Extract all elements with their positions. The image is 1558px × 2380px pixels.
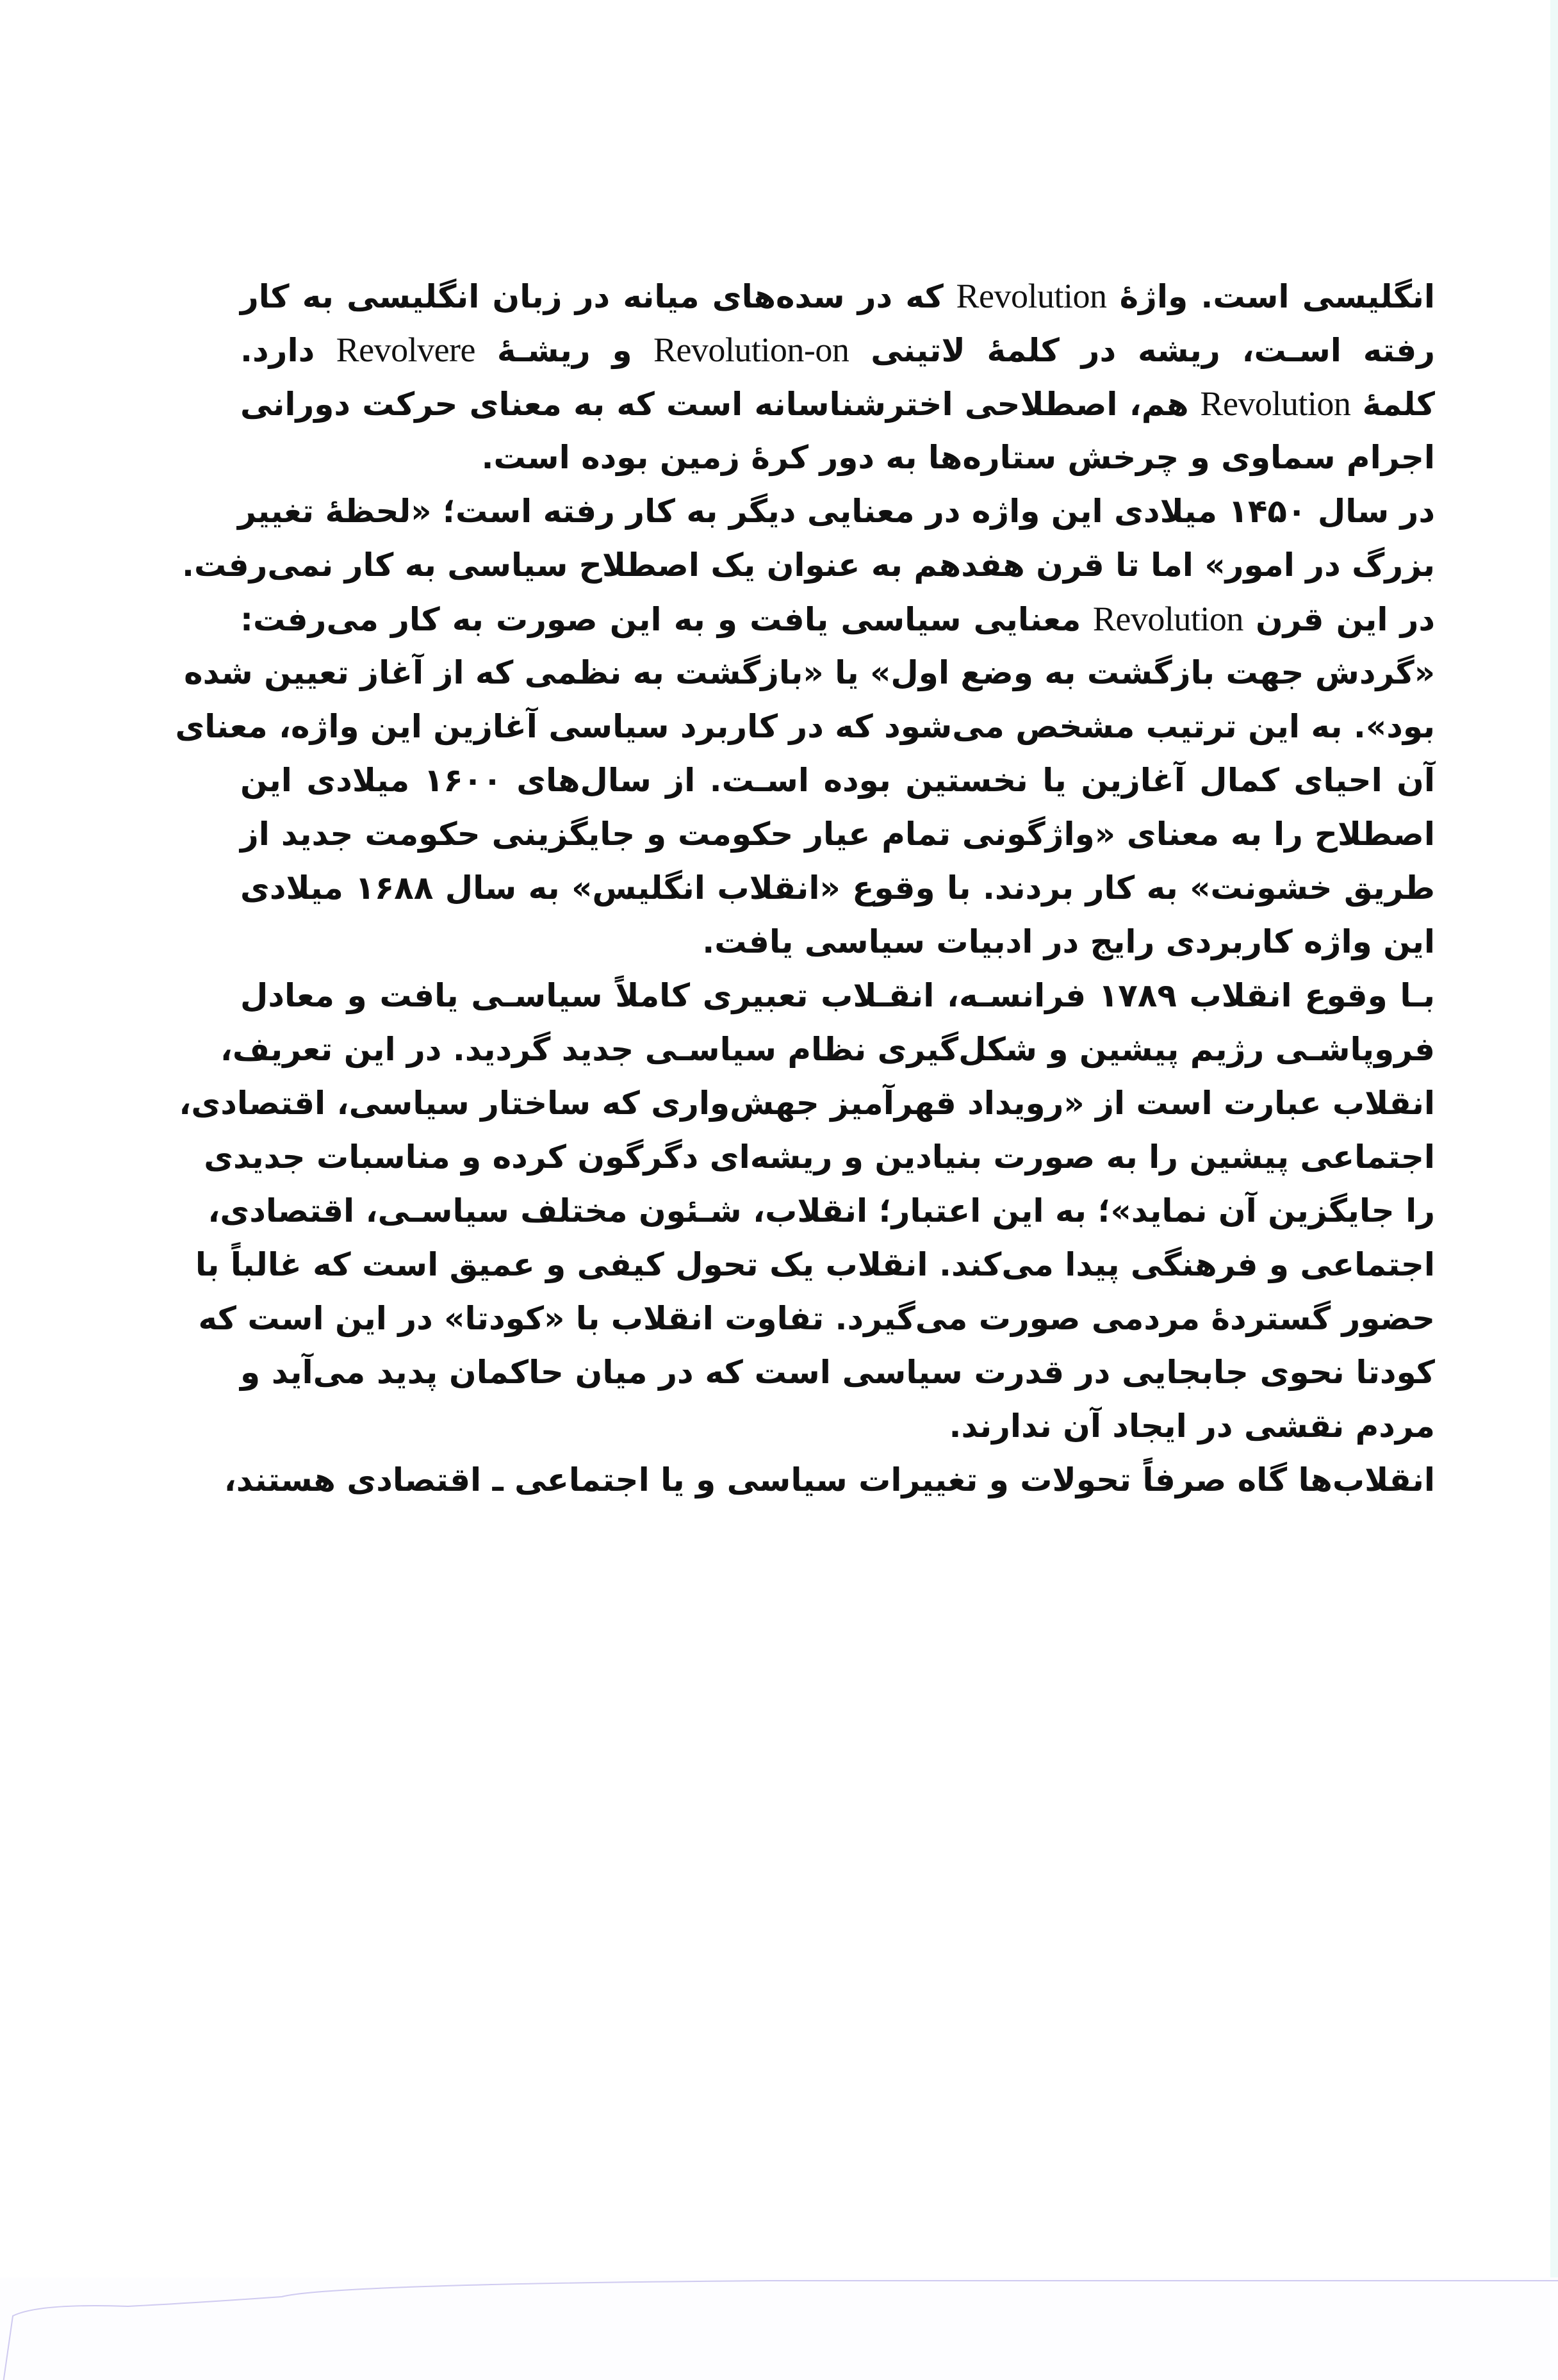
latin-term: Revolution [1092,600,1243,638]
text-line: اصطلاح را به معنای «واژگونی تمام عیار حکومت و جایگزینی حکومت جدید از [240,816,1435,853]
paragraph-2 [175,484,1436,969]
latin-term: Revolution-on [653,331,849,369]
text-line: فروپاشـی رژیم پیشین و شکل‌گیری نظام سیاسـی جدید گردید. در این تعریف، [220,1031,1435,1068]
text-line: اجرام سماوی و چرخش ستاره‌ها به دور کرهٔ زمین بوده است. [481,439,1435,476]
text-line: را جایگزین آن نماید»؛ به این اعتبار؛ انقلاب، شـئون مختلف سیاسـی، اقتصادی، [208,1192,1435,1229]
text-line: این واژه کاربردی رایج در ادبیات سیاسی یافت. [702,923,1435,960]
text-line: مردم نقشی در ایجاد آن ندارند. [949,1407,1435,1445]
text-line: انقلاب‌ها گاه صرفاً تحولات و تغییرات سیاسی و یا اجتماعی ـ اقتصادی هستند، [224,1461,1435,1498]
paragraph-3 [179,969,1435,1453]
text-line: طریق خشونت» به کار بردند. با وقوع «انقلاب انگلیس» به سال ۱۶۸۸ میلادی [240,869,1435,907]
text-line: بود». به این ترتیب مشخص می‌شود که در کاربرد سیاسی آغازین این واژه، معنای [175,708,1435,745]
text-line: اجتماعی و فرهنگی پیدا می‌کند. انقلاب یک تحول کیفی و عمیق است که غالباً با [195,1246,1435,1283]
paragraph-1 [240,269,1435,484]
latin-term: Revolution [956,277,1107,315]
page-right-edge [1550,0,1558,2281]
text-line: بـا وقوع انقلاب ۱۷۸۹ فرانسـه، انقـلاب تعبیری کاملاً سیاسـی یافت و معادل [240,977,1435,1014]
text-line: در سال ۱۴۵۰ میلادی این واژه در معنایی دیگر به کار رفته است؛ «لحظهٔ تغییر [238,493,1435,530]
paragraph-4 [224,1453,1435,1507]
text-line: اجتماعی پیشین را به صورت بنیادین و ریشه‌ای دگرگون کرده و مناسبات جدیدی [204,1138,1435,1176]
text-line: «گردش جهت بازگشت به وضع اول» یا «بازگشت به نظمی که از آغاز تعیین شده [184,654,1435,691]
text-line: کودتا نحوی جابجایی در قدرت سیاسی است که در میان حاکمان پدید می‌آید و [240,1354,1435,1391]
text-line: کلمهٔ Revolution هم، اصطلاحی اخترشناسانه است که به معنای حرکت دورانی [240,384,1435,423]
text-line: انگلیسی است. واژهٔ Revolution که در سده‌های میانه در زبان انگلیسی به کار [240,277,1436,315]
page-edge-outline [0,2277,1558,2380]
text-line: رفته اسـت، ریشه در کلمهٔ لاتینی Revolution-on و ریشـهٔ Revolvere دارد. [240,331,1435,369]
text-line: در این قرن Revolution معنایی سیاسی یافت و به این صورت به کار می‌رفت: [240,600,1436,638]
text-line: انقلاب عبارت است از «رویداد قهرآمیز جهش‌واری که ساختار سیاسی، اقتصادی، [179,1085,1435,1122]
body-text [175,269,1436,1507]
text-line: آن احیای کمال آغازین یا نخستین بوده اسـت. از سال‌های ۱۶۰۰ میلادی این [240,762,1436,799]
latin-term: Revolution [1200,384,1351,423]
latin-term: Revolvere [336,331,475,369]
page-bottom-edge [0,2277,1558,2380]
text-line: بزرگ در امور» اما تا قرن هفدهم به عنوان یک اصطلاح سیاسی به کار نمی‌رفت. [181,546,1435,584]
text-line: حضور گستردهٔ مردمی صورت می‌گیرد. تفاوت انقلاب با «کودتا» در این است که [198,1300,1435,1337]
